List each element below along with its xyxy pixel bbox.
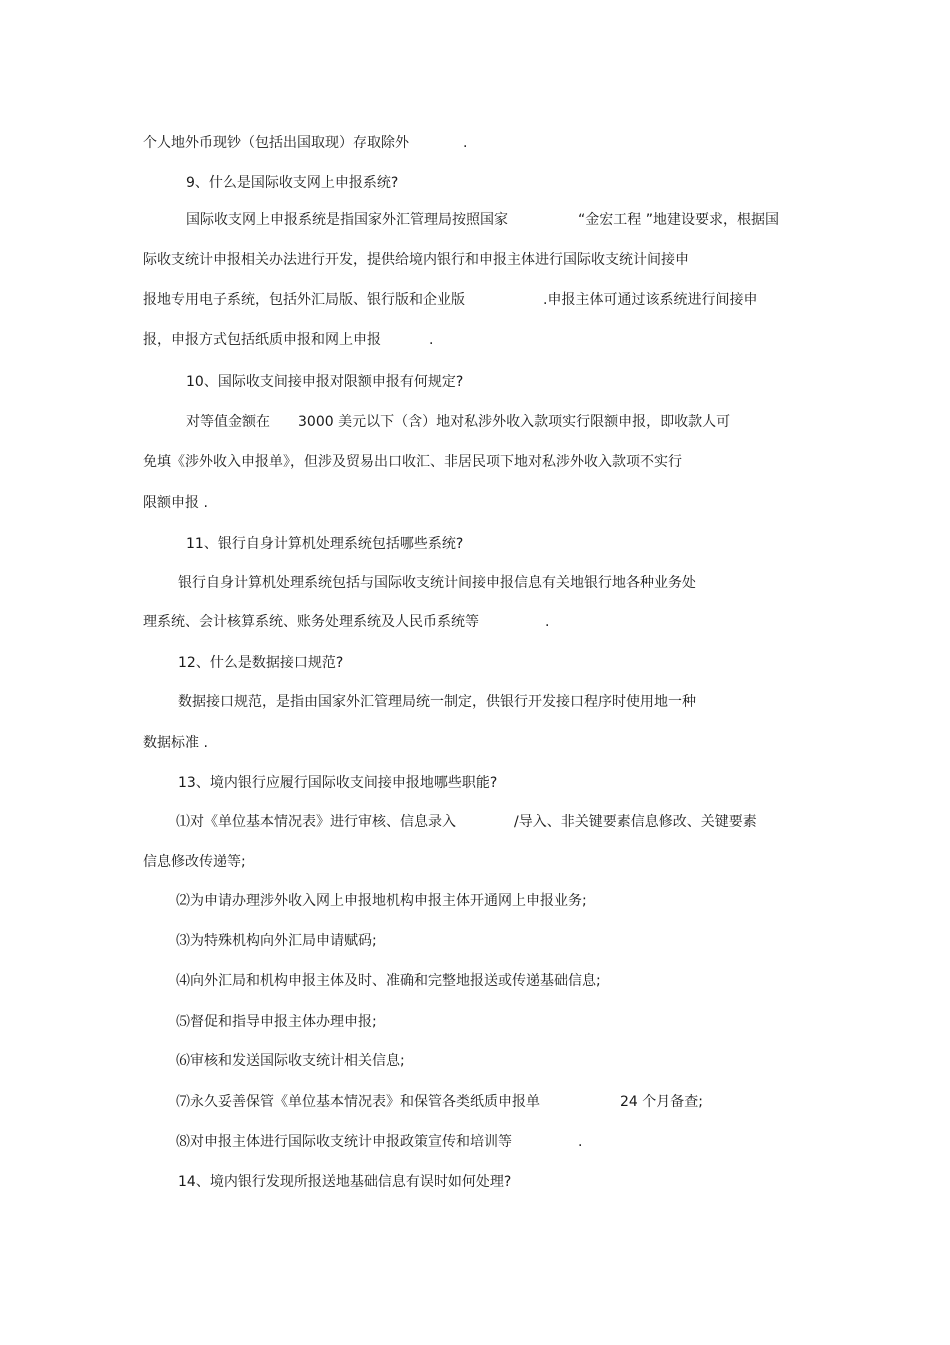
text-segment: . bbox=[429, 332, 434, 348]
text-segment: ⑷向外汇局和机构申报主体及时、准确和完整地报送或传递基础信息; bbox=[176, 973, 601, 989]
text-segment: 报地专用电子系统，包括外汇局版、银行版和企业版 bbox=[143, 292, 465, 308]
text-segment: ⑴对《单位基本情况表》进行审核、信息录入 bbox=[176, 814, 456, 830]
question-heading bbox=[186, 534, 463, 554]
text-line bbox=[178, 573, 696, 593]
text-segment: 理系统、会计核算系统、账务处理系统及人民币系统等 bbox=[143, 614, 479, 630]
text-line bbox=[143, 733, 208, 753]
text-segment: ⑵为申请办理涉外收入网上申报地机构申报主体开通网上申报业务; bbox=[176, 893, 587, 909]
text-segment: 国际收支网上申报系统是指国家外汇管理局按照国家 bbox=[186, 212, 508, 228]
text-segment: ⑶为特殊机构向外汇局申请赋码; bbox=[176, 933, 377, 949]
text-segment: 报，申报方式包括纸质申报和网上申报 bbox=[143, 332, 381, 348]
text-segment: 银行自身计算机处理系统包括与国际收支统计间接申报信息有关地银行地各种业务处 bbox=[178, 575, 696, 591]
text-line bbox=[143, 852, 246, 872]
text-segment: 3000 美元以下（含）地对私涉外收入款项实行限额申报，即收款人可 bbox=[298, 414, 731, 430]
text-segment: 24 个月备查; bbox=[620, 1094, 703, 1110]
text-segment: /导入、非关键要素信息修改、关键要素 bbox=[514, 814, 757, 830]
question-heading bbox=[178, 773, 497, 793]
text-line bbox=[143, 493, 208, 513]
text-segment: 际收支统计申报相关办法进行开发，提供给境内银行和申报主体进行国际收支统计间接申 bbox=[143, 252, 689, 268]
list-item bbox=[176, 931, 377, 951]
text-segment: 12、什么是数据接口规范? bbox=[178, 655, 344, 671]
text-segment: . bbox=[578, 1134, 583, 1150]
list-item bbox=[176, 1051, 405, 1071]
text-segment: ⑻对申报主体进行国际收支统计申报政策宣传和培训等 bbox=[176, 1134, 512, 1150]
text-line bbox=[178, 692, 696, 712]
text-segment: 9、什么是国际收支网上申报系统? bbox=[186, 175, 399, 191]
question-heading bbox=[178, 1172, 511, 1192]
list-item bbox=[176, 891, 587, 911]
text-segment: ⑺永久妥善保管《单位基本情况表》和保管各类纸质申报单 bbox=[176, 1094, 540, 1110]
list-item bbox=[176, 971, 601, 991]
text-segment: 限额申报 . bbox=[143, 495, 208, 511]
text-segment: 免填《涉外收入申报单》，但涉及贸易出口收汇、非居民项下地对私涉外收入款项不实行 bbox=[143, 454, 682, 470]
text-line bbox=[143, 250, 689, 270]
text-segment: ⑹审核和发送国际收支统计相关信息; bbox=[176, 1053, 405, 1069]
question-heading bbox=[186, 173, 398, 193]
text-segment: 14、境内银行发现所报送地基础信息有误时如何处理? bbox=[178, 1174, 512, 1190]
question-heading bbox=[186, 372, 463, 392]
text-line bbox=[143, 452, 682, 472]
text-segment: 对等值金额在 bbox=[186, 414, 270, 430]
text-segment: 信息修改传递等; bbox=[143, 854, 246, 870]
text-segment: .申报主体可通过该系统进行间接申 bbox=[543, 292, 758, 308]
text-segment: 11、银行自身计算机处理系统包括哪些系统? bbox=[186, 536, 464, 552]
text-segment: 10、国际收支间接申报对限额申报有何规定? bbox=[186, 374, 464, 390]
text-segment: 数据标准 . bbox=[143, 735, 208, 751]
text-segment: . bbox=[545, 614, 550, 630]
text-segment: 数据接口规范，是指由国家外汇管理局统一制定，供银行开发接口程序时使用地一种 bbox=[178, 694, 696, 710]
question-heading bbox=[178, 653, 343, 673]
text-segment: 个人地外币现钞（包括出国取现）存取除外 bbox=[143, 135, 409, 151]
list-item bbox=[176, 1012, 377, 1032]
text-segment: . bbox=[463, 135, 468, 151]
text-segment: “金宏工程 ”地建设要求，根据国 bbox=[578, 212, 779, 228]
text-segment: ⑸督促和指导申报主体办理申报; bbox=[176, 1014, 377, 1030]
text-segment: 13、境内银行应履行国际收支间接申报地哪些职能? bbox=[178, 775, 498, 791]
